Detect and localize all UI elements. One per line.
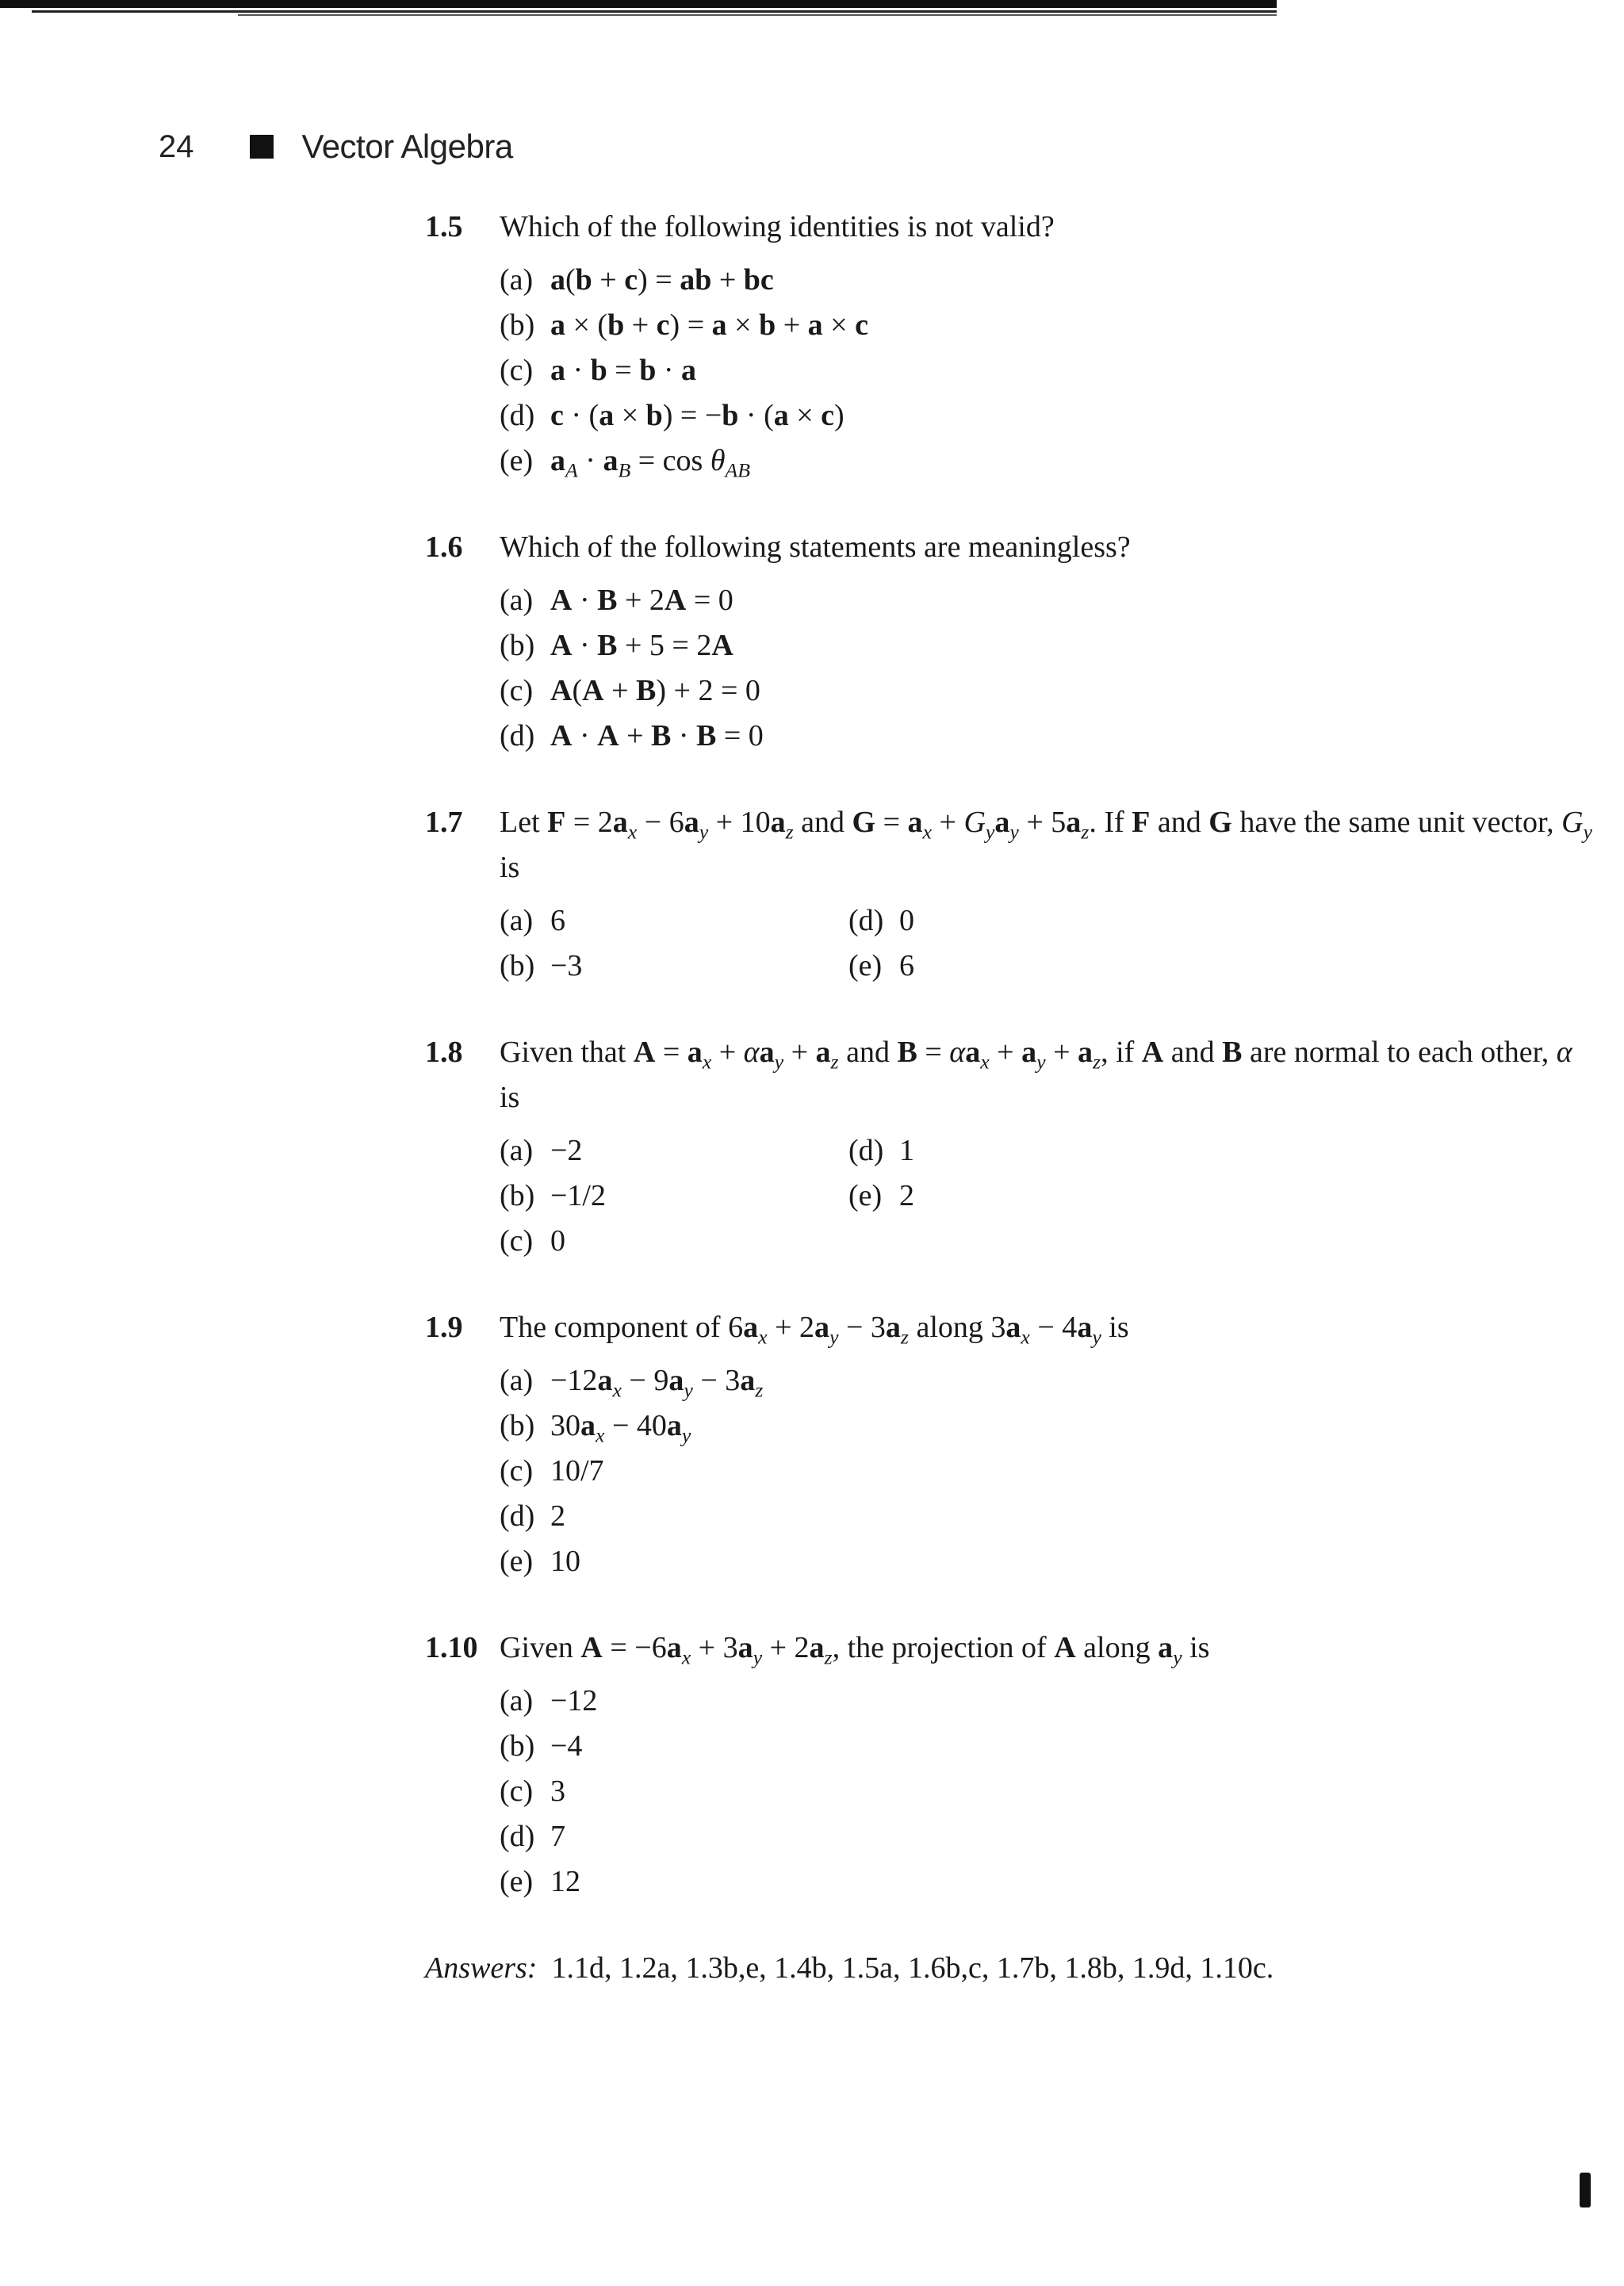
- option-label: (a): [500, 904, 534, 937]
- option-text: A · A + B · B = 0: [550, 719, 764, 752]
- option-text: a(b + c) = ab + bc: [550, 263, 774, 297]
- option-text: 1: [899, 1134, 914, 1167]
- problem-question: The component of $6a_x + 2a_y - 3a_z$ along $3a_x - 4a_y$ is: [500, 1311, 1129, 1349]
- option-text: 0: [899, 904, 914, 937]
- option-item: [500, 1724, 1599, 1769]
- option-label: (c): [500, 354, 534, 387]
- option-label: (b): [500, 308, 535, 342]
- option-label: (b): [500, 1409, 535, 1442]
- option-label: (c): [500, 1775, 534, 1808]
- option-item: [500, 1539, 1599, 1584]
- problem-1-10: [425, 1625, 1599, 1905]
- option-label: (b): [500, 1179, 535, 1212]
- problem-question: Which of the following identities is not valid?: [500, 210, 1055, 243]
- option-text: A · B + 2A = 0: [550, 584, 733, 617]
- answers-text: 1.1d, 1.2a, 1.3b,e, 1.4b, 1.5a, 1.6b,c, 1.7b, 1.8b, 1.9d, 1.10c.: [551, 1951, 1274, 1985]
- option-item: [500, 1219, 848, 1264]
- problem-question: Given $A = -6a_x + 3a_y + 2a_z$, the projection of A along $a_y$ is: [500, 1631, 1210, 1669]
- option-item: [500, 1449, 1599, 1494]
- problem-number: 1.8: [425, 1036, 463, 1069]
- problem-question: Which of the following statements are meaningless?: [500, 530, 1131, 564]
- option-item: [500, 623, 1599, 668]
- option-label: (e): [500, 1865, 534, 1898]
- option-label: (b): [500, 629, 535, 662]
- running-header: [159, 123, 513, 170]
- option-text: a · b = b · a: [550, 354, 697, 387]
- page-body: [425, 205, 1599, 1991]
- option-label: (d): [500, 1499, 535, 1533]
- option-label: (a): [500, 263, 534, 297]
- option-item: [500, 258, 1599, 303]
- option-item: [848, 898, 1197, 944]
- page-number: 24: [159, 128, 194, 164]
- option-label: (a): [500, 1684, 534, 1717]
- option-label: (b): [500, 1729, 535, 1763]
- option-label: (e): [848, 1179, 883, 1212]
- option-label: (a): [500, 1134, 534, 1167]
- square-bullet-icon: [250, 135, 274, 159]
- option-text: −3: [550, 949, 583, 982]
- option-item: [500, 944, 848, 989]
- option-label: (d): [848, 904, 884, 937]
- option-item: [848, 1128, 1197, 1174]
- option-label: (d): [848, 1134, 884, 1167]
- option-text: $30a_x - 40a_y$: [550, 1409, 691, 1447]
- problem-question: Given that $A = a_x + \alpha a_y + a_z$ and $B = \alpha a_x + a_y + a_z$, if A and B are normal to each other, α is: [500, 1036, 1572, 1114]
- answers-line: [425, 1946, 1599, 1991]
- option-label: (c): [500, 1454, 534, 1488]
- option-label: (d): [500, 719, 535, 752]
- option-label: (e): [848, 949, 883, 982]
- problem-number: 1.6: [425, 530, 463, 564]
- option-text: 6: [899, 949, 914, 982]
- option-item: [500, 1174, 848, 1219]
- option-text: A · B + 5 = 2A: [550, 629, 733, 662]
- option-item: [500, 668, 1599, 714]
- option-item: [500, 578, 1599, 623]
- option-label: (c): [500, 1224, 534, 1258]
- problem-number: 1.10: [425, 1631, 478, 1664]
- option-item: [500, 1128, 848, 1174]
- option-item: [500, 1769, 1599, 1814]
- option-label: (e): [500, 444, 534, 477]
- option-text: −2: [550, 1134, 583, 1167]
- option-item: [500, 1403, 1599, 1449]
- option-text: −1/2: [550, 1179, 606, 1212]
- option-item: [500, 1814, 1599, 1859]
- option-item: [848, 944, 1197, 989]
- problem-1-6: [425, 525, 1599, 759]
- option-label: (c): [500, 674, 534, 707]
- chapter-title: Vector Algebra: [301, 128, 513, 165]
- problem-1-9: [425, 1305, 1599, 1584]
- problem-1-8: [425, 1030, 1599, 1264]
- problem-number: 1.5: [425, 210, 463, 243]
- option-item: [500, 714, 1599, 759]
- option-text: $-12a_x - 9a_y - 3a_z$: [550, 1364, 764, 1402]
- option-item: [500, 1679, 1599, 1724]
- problem-1-7: [425, 800, 1599, 989]
- option-label: (a): [500, 1364, 534, 1397]
- option-item: [500, 1494, 1599, 1539]
- option-text: 6: [550, 904, 565, 937]
- option-item: [500, 898, 848, 944]
- option-text: 12: [550, 1865, 580, 1898]
- option-label: (b): [500, 949, 535, 982]
- option-item: [500, 303, 1599, 348]
- option-text: −4: [550, 1729, 583, 1763]
- option-item: [500, 438, 1599, 484]
- answers-label: Answers:: [425, 1951, 538, 1985]
- top-rule: [0, 0, 1277, 17]
- edge-mark: [1580, 2173, 1591, 2208]
- problem-number: 1.9: [425, 1311, 463, 1344]
- option-text: 3: [550, 1775, 565, 1808]
- problem-1-5: [425, 205, 1599, 484]
- option-text: −12: [550, 1684, 598, 1717]
- option-label: (d): [500, 399, 535, 432]
- option-label: (e): [500, 1545, 534, 1578]
- option-item: [500, 393, 1599, 438]
- option-text: 2: [899, 1179, 914, 1212]
- option-item: [500, 1859, 1599, 1905]
- option-text: c · (a × b) = −b · (a × c): [550, 399, 845, 432]
- option-item: [848, 1174, 1197, 1219]
- option-label: (d): [500, 1820, 535, 1853]
- problem-question: Let $F = 2a_x - 6a_y + 10a_z$ and $G = a_x + G_ya_y + 5a_z$. If F and G have the same unit vector, $G_y$ is: [500, 806, 1593, 884]
- option-text: a × (b + c) = a × b + a × c: [550, 308, 868, 342]
- option-item: [500, 1358, 1599, 1403]
- option-text: $a_A \cdot a_B = \cos \theta_{AB}$: [550, 444, 751, 482]
- option-text: 7: [550, 1820, 565, 1853]
- option-text: 10/7: [550, 1454, 604, 1488]
- option-label: (a): [500, 584, 534, 617]
- option-text: 10: [550, 1545, 580, 1578]
- option-item: [500, 348, 1599, 393]
- option-text: A(A + B) + 2 = 0: [550, 674, 760, 707]
- option-text: 2: [550, 1499, 565, 1533]
- problem-number: 1.7: [425, 806, 463, 839]
- option-text: 0: [550, 1224, 565, 1258]
